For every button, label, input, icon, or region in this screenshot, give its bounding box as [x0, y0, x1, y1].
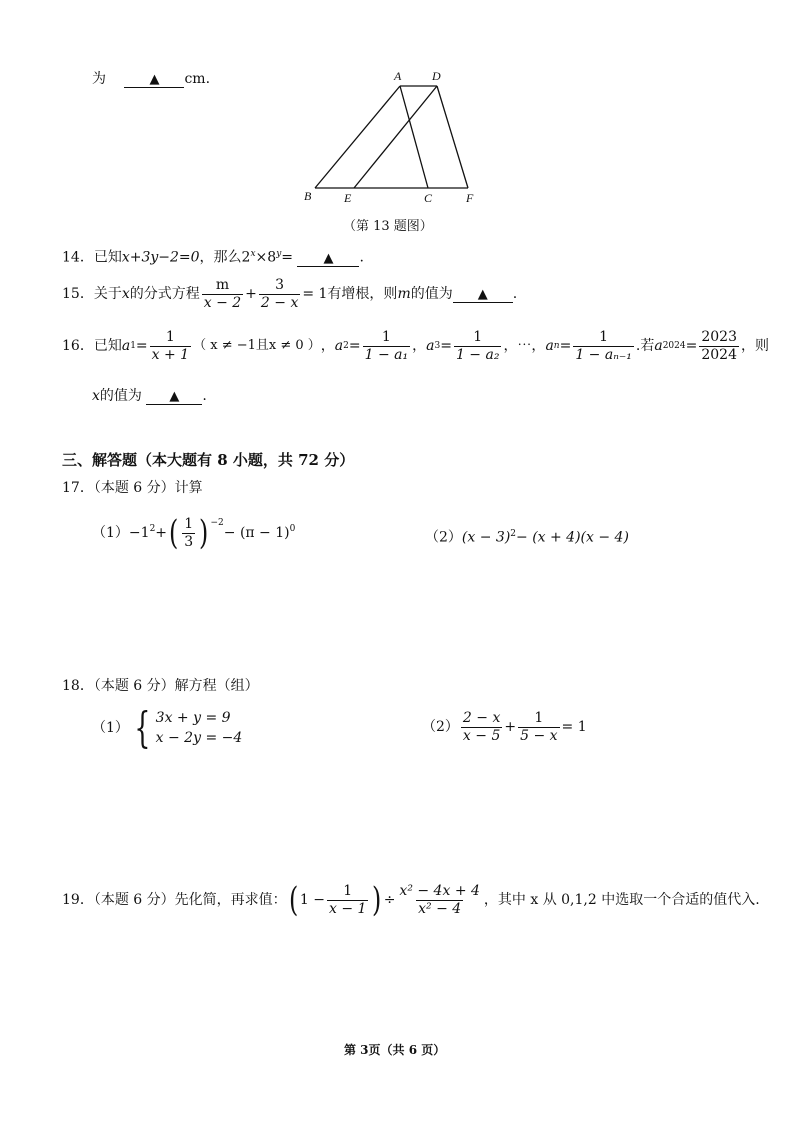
q14-base-b: 8 — [267, 249, 277, 266]
q16-an: a — [545, 338, 554, 354]
figure-13-trapezoid — [300, 66, 500, 216]
q16-a2-sub: 2 — [343, 341, 349, 351]
q19-f2-numerator: x² − 4x + 4 — [399, 882, 480, 899]
q16-an-sub: n — [553, 341, 560, 351]
q16-eq-2: = — [348, 338, 361, 354]
q16-fraction-an — [573, 329, 634, 364]
triangle-marker: ▲ — [149, 72, 160, 87]
q14-text-a: 已知 — [93, 249, 122, 266]
q16-value-denominator: 2024 — [701, 346, 737, 363]
q16-a3-numerator: 1 — [473, 328, 483, 345]
q14-base-a: 2 — [241, 249, 251, 266]
q15-rhs: = 1 — [302, 286, 328, 302]
q19-fraction-2 — [397, 883, 481, 918]
q14-number: 14． — [62, 249, 94, 266]
q19-f1-denominator: x − 1 — [328, 900, 367, 917]
q18-heading: 18．（本题 6 分）解方程（组） — [62, 678, 259, 694]
q16-value-numerator: 2023 — [701, 328, 737, 345]
q18-part-1 — [92, 705, 242, 751]
question-15 — [62, 275, 517, 313]
q16-a3: a — [426, 338, 435, 354]
segment-df — [437, 86, 468, 188]
q16-eq-4: = — [559, 338, 572, 354]
q18-eq-1: 3x + y = 9 — [155, 710, 231, 726]
q16-fraction-a3 — [454, 329, 502, 364]
q18-p2-rhs: = 1 — [561, 719, 587, 735]
q18-f1-denominator: x − 5 — [462, 727, 501, 744]
question-19: 19．（本题 6 分）先化简，再求值： ( 1 − $\frac{1}{x - 1}$ ) ÷ $\frac{\text{x² − 4x + 4}}{\text{x² − 4}}$ ，其中 x 从 0,1,2 中选取一个合适的值代入. — [62, 880, 760, 920]
q16-fraction-value — [699, 329, 739, 364]
q18-p2-plus: + — [504, 719, 517, 735]
figure-13-caption: （第 13 题图） — [343, 219, 433, 234]
question-16-line-2 — [92, 387, 207, 405]
q17-p1-term-a-exp: 2 — [149, 524, 156, 534]
q17-p1-term-b: − (π − 1) — [223, 525, 290, 541]
q17-p1-fraction — [182, 516, 195, 551]
triangle-marker: ▲ — [477, 286, 488, 302]
q16-fraction-a2 — [363, 329, 411, 364]
q16-dots: ，⋯， — [503, 338, 546, 354]
q18-f2-denominator: 5 − x — [520, 727, 558, 744]
segment-ab — [315, 86, 400, 188]
answer-blank — [146, 388, 202, 405]
segment-de — [354, 86, 437, 188]
q18-part-2 — [422, 707, 587, 747]
q18-system — [156, 708, 243, 748]
q19-tail: ，其中 x 从 0,1,2 中选取一个合适的值代入. — [483, 892, 760, 908]
q13-prefix: 为 — [92, 71, 106, 87]
q15-fraction-1 — [202, 277, 243, 312]
q15-var-m: m — [397, 286, 411, 302]
q17-heading: 17．（本题 6 分）计算 — [62, 480, 203, 496]
q14-text-b: ，那么 — [199, 249, 242, 266]
q16-a2: a — [334, 338, 344, 354]
q17-p2-rest: − (x + 4)(x − 4) — [516, 529, 629, 546]
q18-eq-2: x − 2y = −4 — [155, 730, 243, 746]
q13-unit: cm. — [184, 71, 211, 87]
q16-a3-sub: 3 — [434, 341, 441, 351]
q18-f1-numerator: 2 − x — [462, 709, 501, 726]
q18-p2-fraction-2 — [518, 710, 559, 745]
q17-p1-exponent: −2 — [210, 518, 224, 528]
q15-f2-denominator: 2 − x — [260, 294, 299, 311]
section-3-title: 三、解答题（本大题有 8 小题，共 72 分） — [62, 451, 355, 469]
answer-blank — [297, 250, 359, 267]
q19-f1-numerator: 1 — [343, 882, 353, 899]
q19-heading: 19．（本题 6 分）先化简，再求值： — [62, 892, 287, 908]
triangle-marker: ▲ — [169, 389, 180, 404]
q15-f1-numerator: m — [215, 276, 230, 293]
q16-eq-5: = — [685, 338, 698, 354]
q16-text-a: 已知 — [93, 338, 122, 354]
q17-p1-term-b-exp: 0 — [289, 524, 296, 534]
q14-exp-b: y — [276, 249, 282, 259]
q16-a2024-sub: 2024 — [662, 341, 686, 351]
q15-var-x: x — [121, 286, 130, 302]
q17-p1-frac-denominator: 3 — [184, 533, 194, 550]
q16-text-c: ，则 — [740, 338, 769, 354]
q17-p1-term-a: −1 — [128, 525, 150, 541]
q15-end: . — [512, 286, 518, 302]
answer-blank — [453, 286, 513, 303]
q16-condition: （ x ≠ −1且x ≠ 0 ） — [193, 338, 321, 353]
q16-a2024: a — [654, 338, 663, 354]
q15-number: 15． — [62, 286, 94, 302]
q16-an-denominator: 1 − aₙ₋₁ — [575, 346, 632, 363]
q16-var-x: x — [92, 388, 100, 404]
q16-a2-numerator: 1 — [381, 328, 391, 345]
q17-p1-label: （1） — [92, 525, 129, 541]
q15-text-b: 的分式方程 — [129, 286, 200, 302]
q14-times: × — [255, 249, 268, 266]
q14-equation: x+3y−2=0 — [121, 249, 200, 266]
answer-blank — [124, 71, 184, 88]
q17-p2-expr: (x − 3) — [461, 529, 511, 546]
q14-end: . — [359, 249, 364, 266]
q15-f1-denominator: x − 2 — [203, 294, 242, 311]
label-d: D — [432, 69, 441, 83]
q15-f2-numerator: 3 — [275, 276, 285, 293]
q15-text-d: 的值为 — [410, 286, 453, 302]
q15-text-c: 有增根，则 — [327, 286, 398, 302]
q17-part-1: （1） −1 $^2$ + ( $\frac{1}{3}$ ) $^{-2}$ − (π − 1) $^0$ — [92, 513, 296, 553]
q16-text-b: .若 — [635, 338, 655, 354]
q16-a1-denominator: x + 1 — [151, 346, 190, 363]
q16-fraction-a1 — [150, 329, 191, 364]
page-footer: 第 3页（共 6 页） — [344, 1043, 446, 1057]
q16-a1-numerator: 1 — [165, 328, 175, 345]
q17-part-2 — [425, 525, 629, 547]
q17-p2-label: （2） — [425, 529, 462, 546]
q16-number: 16． — [62, 338, 94, 354]
q13-tail — [92, 70, 210, 88]
q18-p2-label: （2） — [422, 719, 459, 735]
q16-an-numerator: 1 — [599, 328, 609, 345]
label-a: A — [394, 69, 402, 83]
q16-eq-3: = — [440, 338, 452, 354]
q15-plus: + — [245, 286, 257, 302]
q19-fraction-1 — [327, 883, 368, 918]
q17-p2-exp: 2 — [510, 529, 517, 539]
q14-exp-a: x — [250, 249, 256, 259]
label-e: E — [344, 191, 352, 205]
question-16: 16． 已知 a 1 = $\frac{1}{x + 1}$ （ x ≠ −1且x ≠ 0 ） ， a 2 = $\frac{1}{\text{1 − a₁}}$ ， a 3 = $\frac{1}{\text{1 − a₂}}$ ，⋯， a n = $\frac{1}{\text{1 − aₙ₋₁}}$ .若 a 2024 = $\frac{2023}{2024}$ ，则 — [62, 328, 769, 363]
q16-eq-1: = — [135, 338, 148, 354]
q18-f2-numerator: 1 — [534, 709, 544, 726]
q14-equals: = — [281, 249, 294, 266]
question-14 — [62, 245, 364, 267]
q16-line2-text: 的值为 — [99, 388, 142, 404]
q18-p1-label: （1） — [92, 720, 129, 736]
q16-a1-sub: 1 — [130, 341, 136, 351]
label-b: B — [304, 189, 312, 203]
q16-a2-denominator: 1 − a₁ — [364, 346, 409, 363]
q17-p1-frac-numerator: 1 — [184, 515, 194, 532]
q16-end: . — [202, 388, 207, 404]
label-f: F — [466, 191, 474, 205]
triangle-marker: ▲ — [323, 250, 334, 266]
q15-fraction-2 — [259, 277, 300, 312]
q19-f2-denominator: x² − 4 — [418, 900, 462, 917]
q17-p1-plus: + — [155, 525, 168, 541]
q15-text-a: 关于 — [93, 286, 122, 302]
q18-p2-fraction-1 — [461, 710, 502, 745]
q16-a3-denominator: 1 − a₂ — [455, 346, 500, 363]
q16-a1: a — [121, 338, 131, 354]
q19-one-minus: 1 − — [299, 892, 325, 908]
q19-divide: ÷ — [383, 892, 396, 908]
left-brace: { — [134, 703, 151, 752]
label-c: C — [424, 191, 433, 205]
